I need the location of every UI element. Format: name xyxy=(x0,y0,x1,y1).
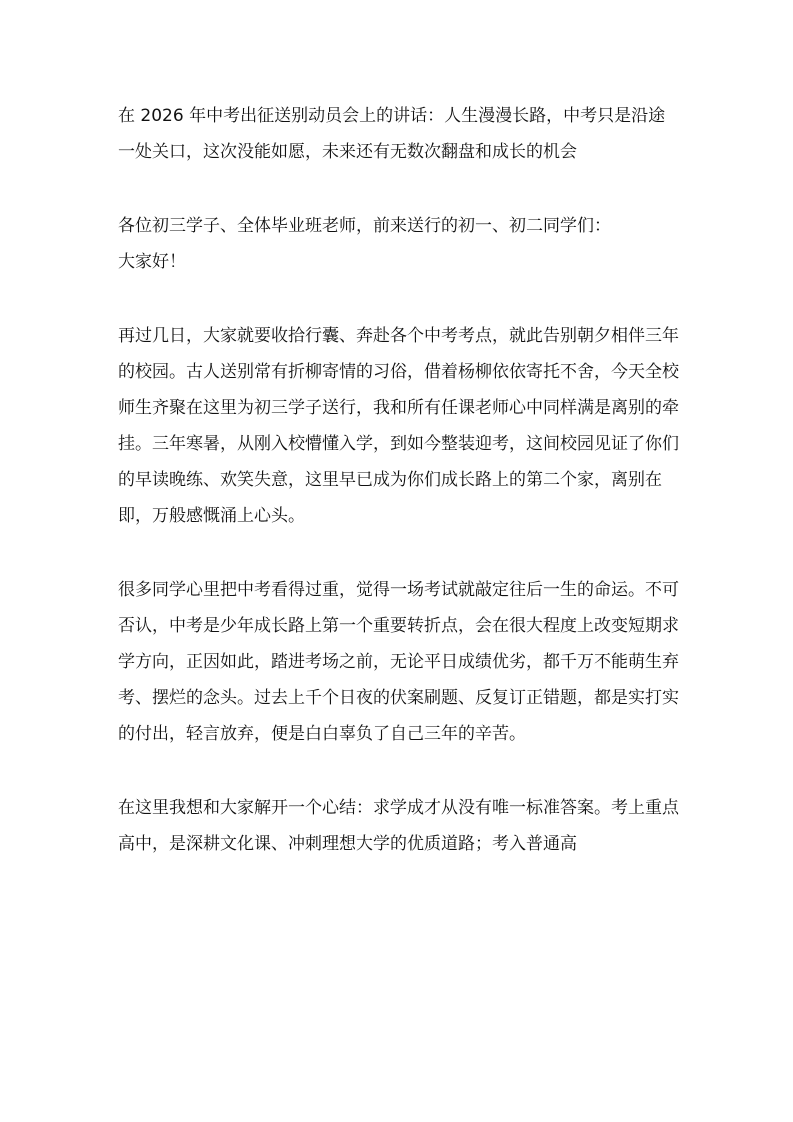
paragraph-2: 很多同学心里把中考看得过重，觉得一场考试就敲定往后一生的命运。不可否认，中考是少年成长路上第一个重要转折点，会在很大程度上改变短期求学方向，正因如此，踏进考场之前，无论平日成绩优劣，都千万不能萌生弃考、摆烂的念头。过去上千个日夜的伏案刷题、反复订正错题，都是实打实的付出，轻言放弃，便是白白辜负了自己三年的辛苦。 xyxy=(118,580,679,744)
document-body xyxy=(118,98,680,862)
greeting-line: 大家好！ xyxy=(118,252,186,272)
paragraph-1: 再过几日，大家就要收拾行囊、奔赴各个中考考点，就此告别朝夕相伴三年的校园。古人送别常有折柳寄情的习俗，借着杨柳依依寄托不舍，今天全校师生齐聚在这里为初三学子送行，我和所有任课老师心中同样满是离别的牵挂。三年寒暑，从刚入校懵懂入学，到如今整装迎考，这间校园见证了你们的早读晚练、欢笑失意，这里早已成为你们成长路上的第二个家，离别在即，万般感慨涌上心头。 xyxy=(118,326,679,526)
document-title: 在 2026 年中考出征送别动员会上的讲话：人生漫漫长路，中考只是沿途一处关口，这次没能如愿，未来还有无数次翻盘和成长的机会 xyxy=(118,106,666,162)
paragraph-3: 在这里我想和大家解开一个心结：求学成才从没有唯一标准答案。考上重点高中，是深耕文化课、冲刺理想大学的优质道路；考入普通高 xyxy=(118,798,679,854)
salutation xyxy=(118,208,680,280)
salutation-line: 各位初三学子、全体毕业班老师，前来送行的初一、初二同学们： xyxy=(118,216,611,236)
